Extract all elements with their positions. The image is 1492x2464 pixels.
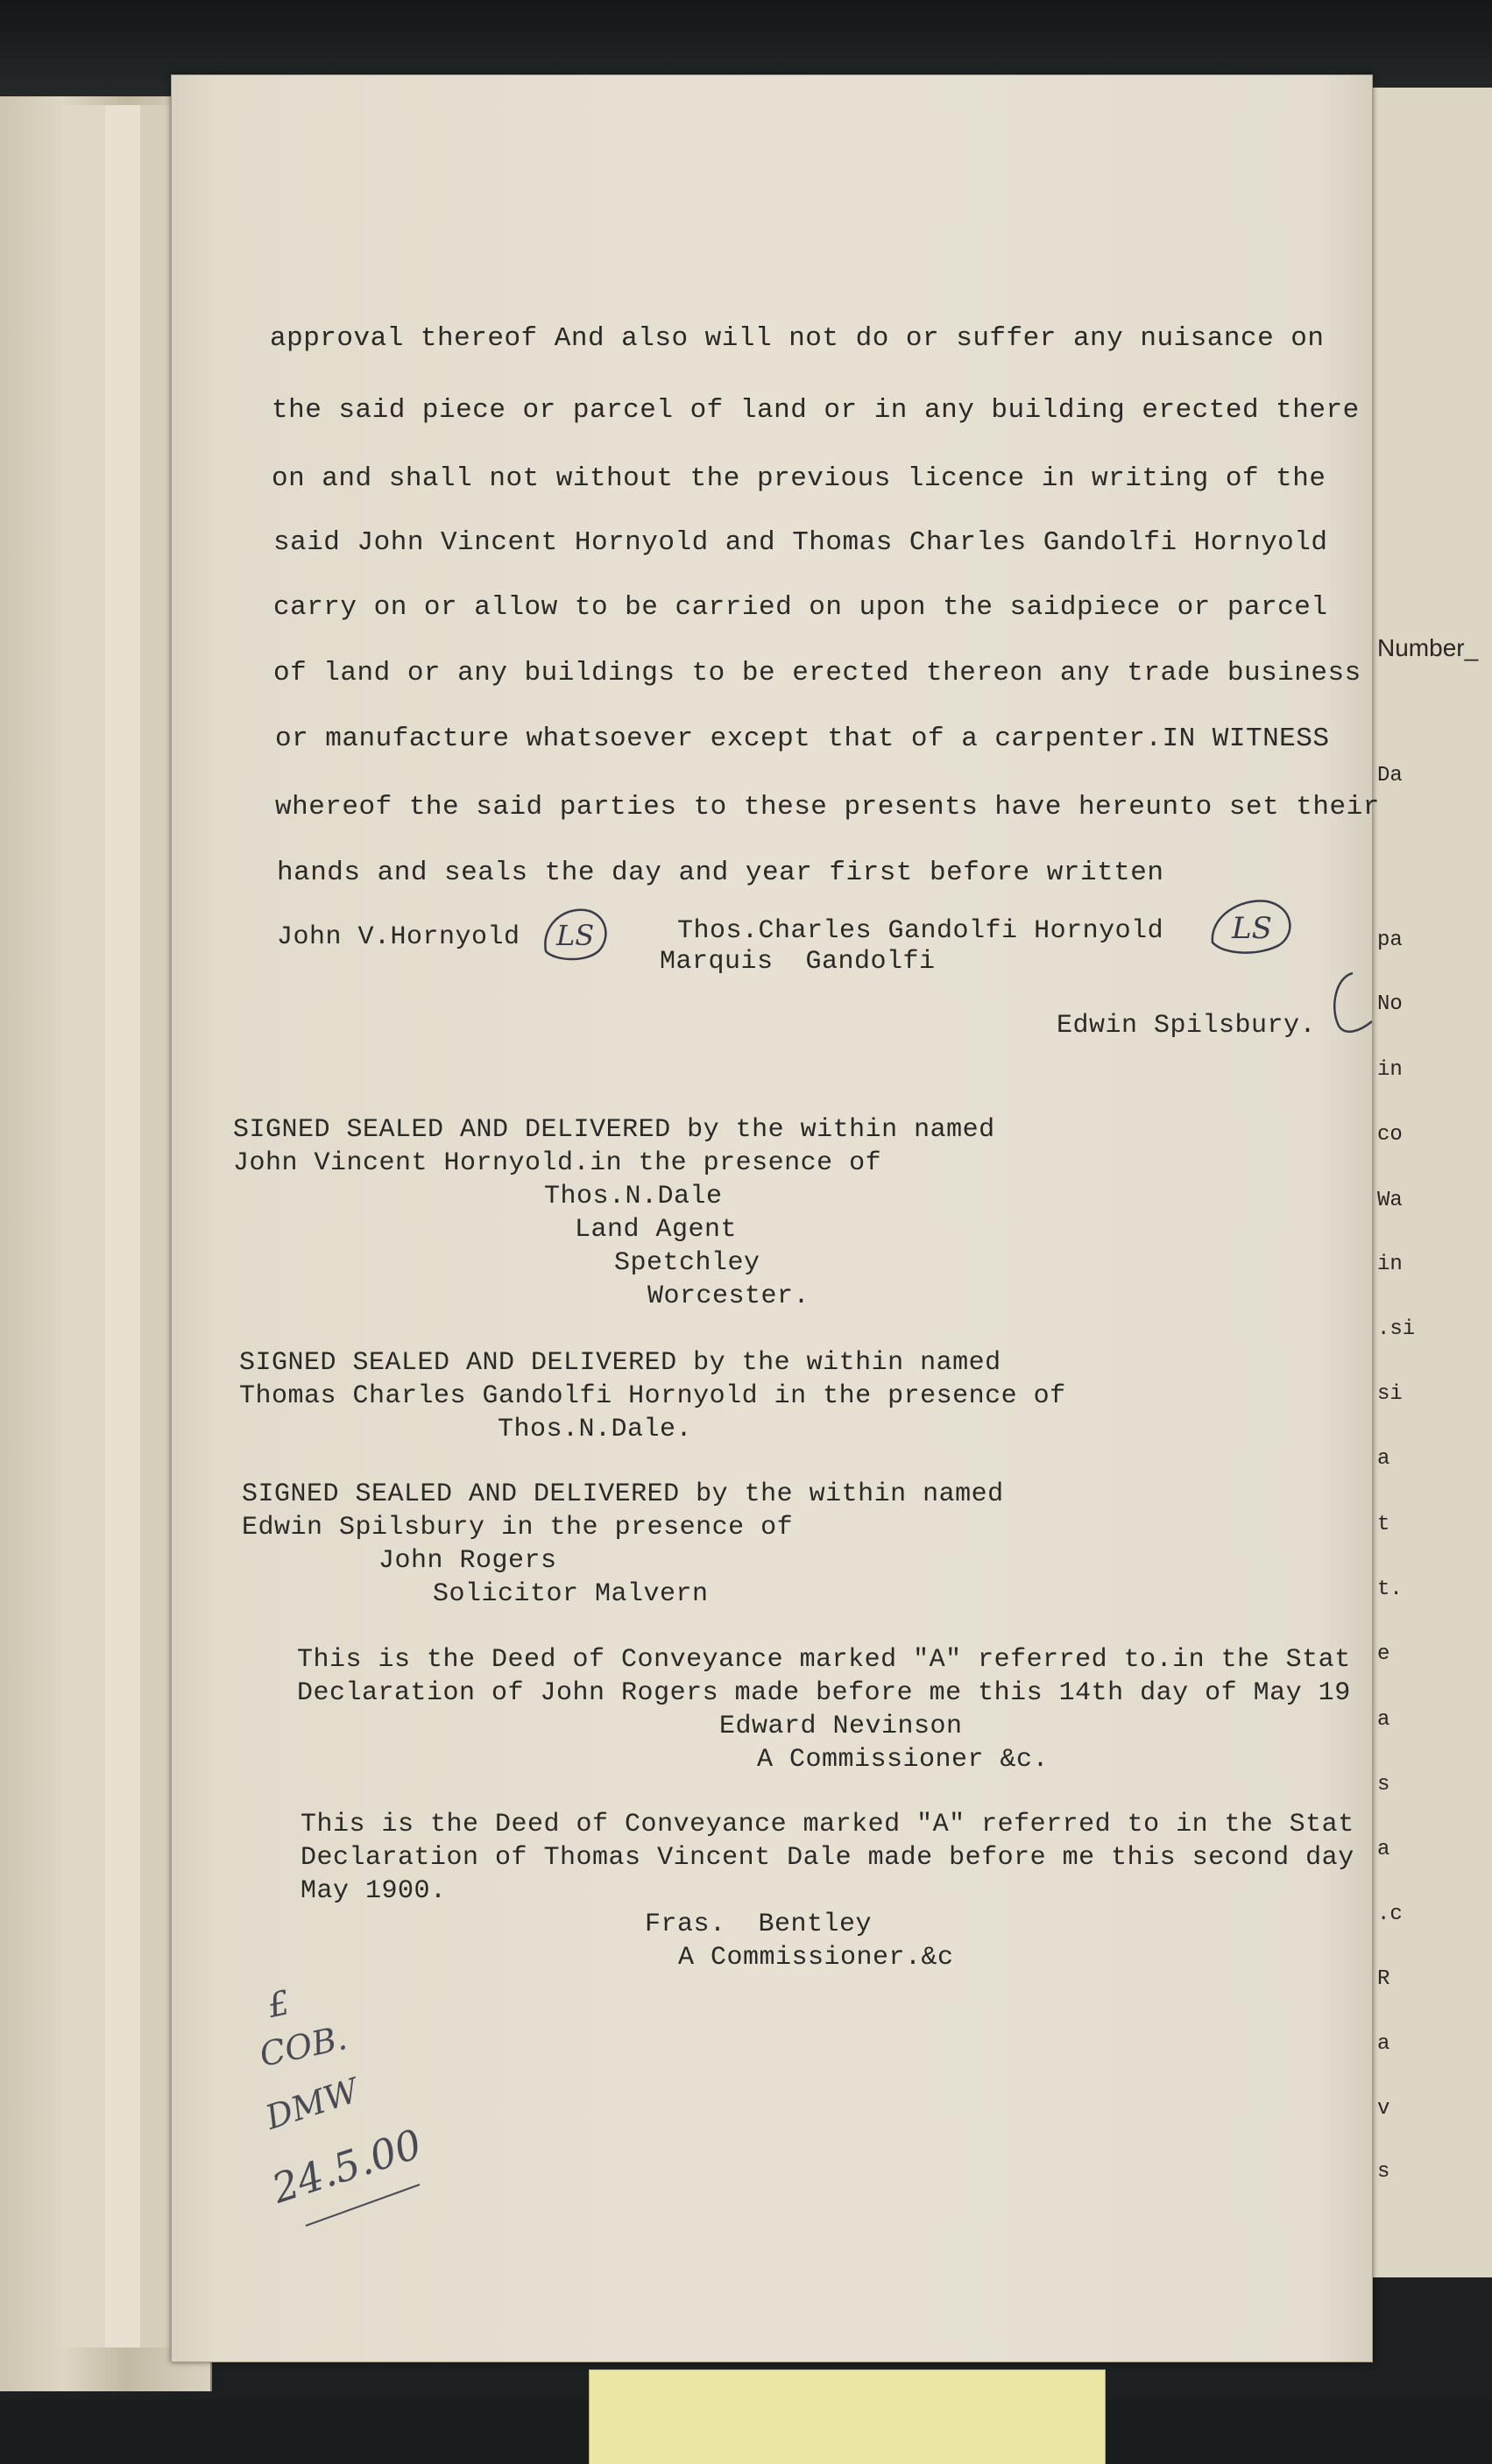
adjacent-page — [1367, 88, 1492, 2277]
body-line: carry on or allow to be carried on upon the saidpiece or parcel — [273, 592, 1328, 623]
handwritten-date: 24.5.00 — [265, 2120, 428, 2213]
page-fragment: si — [1377, 1382, 1403, 1406]
page-fragment: t. — [1377, 1578, 1403, 1601]
body-line: hands and seals the day and year first before written — [277, 858, 1164, 888]
body-line: whereof the said parties to these presents have hereunto set their — [275, 792, 1380, 823]
witness-name: Thos.N.Dale — [544, 1182, 723, 1211]
declaration-line: This is the Deed of Conveyance marked "A" referred to.in the Stat — [297, 1645, 1351, 1675]
witness-heading: SIGNED SEALED AND DELIVERED by the within named — [233, 1115, 995, 1145]
witness-title: Solicitor Malvern — [433, 1579, 709, 1609]
page-fragment: in — [1377, 1058, 1403, 1082]
page-fragment: .si — [1377, 1317, 1416, 1341]
witness-title: Land Agent — [575, 1215, 738, 1245]
commissioner-title: A Commissioner &c. — [757, 1745, 1050, 1775]
handwritten-note: COB. — [256, 2018, 350, 2074]
seal-mark-icon — [1206, 894, 1302, 960]
commissioner-title: A Commissioner.&c — [678, 1943, 954, 1973]
handwritten-note: £ — [264, 1982, 293, 2026]
page-fragment: a — [1377, 2032, 1390, 2056]
witness-name: Thos.N.Dale. — [498, 1415, 693, 1444]
svg-text:LS: LS — [1232, 911, 1272, 946]
witness-city: Worcester. — [647, 1281, 810, 1311]
page-fragment: pa — [1377, 928, 1403, 952]
body-line: of land or any buildings to be erected thereon any trade business — [273, 658, 1361, 688]
page-fragment: s — [1377, 1773, 1390, 1797]
body-line: on and shall not without the previous licence in writing of the — [272, 463, 1326, 494]
signature-marquis: Marquis Gandolfi — [660, 947, 936, 977]
body-line: said John Vincent Hornyold and Thomas Charles Gandolfi Hornyold — [273, 527, 1328, 558]
page-fragment: s — [1377, 2160, 1390, 2184]
page-fragment: v — [1377, 2097, 1390, 2121]
signature-thos: Thos.Charles Gandolfi Hornyold — [677, 916, 1164, 946]
witness-heading: SIGNED SEALED AND DELIVERED by the within named — [242, 1479, 1004, 1509]
declaration-line: Declaration of John Rogers made before me this 14th day of May 19 — [297, 1678, 1351, 1708]
seal-mark-icon — [537, 903, 616, 964]
handwritten-note: DMW — [260, 2071, 364, 2137]
underline-stroke-icon — [301, 2178, 424, 2230]
number-label: Number_ — [1377, 634, 1479, 661]
body-line: the said piece or parcel of land or in any building erected there — [272, 395, 1360, 426]
page-fragment: .c — [1377, 1903, 1403, 1926]
page-fragment: No — [1377, 992, 1403, 1016]
page-fragment: t — [1377, 1513, 1390, 1536]
witness-line: Thomas Charles Gandolfi Hornyold in the presence of — [239, 1381, 1066, 1411]
declaration-line: This is the Deed of Conveyance marked "A" referred to in the Stat — [301, 1810, 1354, 1839]
witness-name: John Rogers — [378, 1546, 557, 1576]
signature-john: John V.Hornyold — [277, 922, 520, 952]
declaration-line: May 1900. — [301, 1876, 447, 1906]
page-fragment: in — [1377, 1253, 1403, 1276]
seal-mark-label: LS — [556, 919, 595, 952]
witness-place: Spetchley — [614, 1248, 760, 1278]
page-fragment: a — [1377, 1708, 1390, 1732]
witness-line: John Vincent Hornyold.in the presence of — [233, 1148, 882, 1178]
page-fragment: Wa — [1377, 1189, 1403, 1212]
body-line: approval thereof And also will not do or suffer any nuisance on — [270, 323, 1325, 354]
signature-edwin: Edwin Spilsbury. — [1057, 1011, 1317, 1041]
witness-line: Edwin Spilsbury in the presence of — [242, 1513, 794, 1543]
index-tab — [589, 2369, 1106, 2464]
page-fragment: R — [1377, 1967, 1390, 1991]
commissioner-name: Edward Nevinson — [719, 1712, 963, 1741]
declaration-line: Declaration of Thomas Vincent Dale made before me this second day — [301, 1843, 1354, 1873]
body-line: or manufacture whatsoever except that of a carpenter.IN WITNESS — [275, 724, 1330, 754]
page-fragment: Da — [1377, 764, 1403, 787]
page-fragment: a — [1377, 1838, 1390, 1861]
page-fragment: a — [1377, 1447, 1390, 1471]
page-fragment: co — [1377, 1123, 1403, 1147]
commissioner-name: Fras. Bentley — [645, 1910, 873, 1939]
seal-mark-icon — [1326, 969, 1372, 1039]
page-fragment: e — [1377, 1642, 1390, 1666]
deed-page — [171, 74, 1380, 2362]
witness-heading: SIGNED SEALED AND DELIVERED by the within named — [239, 1348, 1001, 1378]
